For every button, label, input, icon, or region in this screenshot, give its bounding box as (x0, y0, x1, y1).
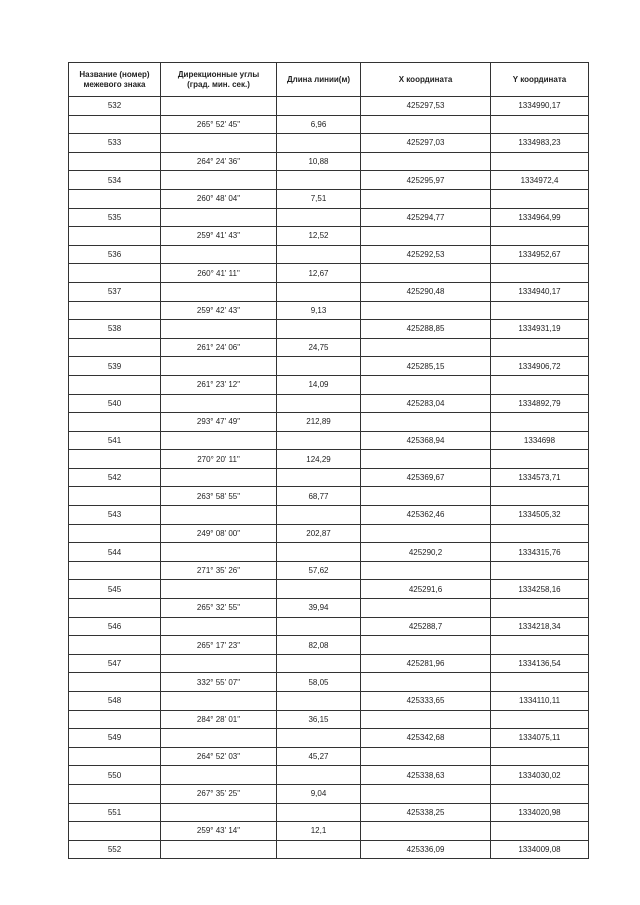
point-name-cell: 539 (69, 357, 161, 376)
point-name-cell: 543 (69, 506, 161, 525)
y-coordinate-cell: 1334940,17 (491, 282, 589, 301)
x-coordinate-cell: 425297,53 (361, 97, 491, 116)
x-coordinate-cell: 425288,7 (361, 617, 491, 636)
point-row (69, 134, 589, 153)
empty-cell (361, 450, 491, 469)
segment-row (69, 375, 589, 394)
empty-cell (491, 636, 589, 655)
y-coordinate-cell: 1334505,32 (491, 506, 589, 525)
point-row (69, 282, 589, 301)
direction-angle-cell: 332° 55' 07" (161, 673, 277, 692)
empty-cell (491, 599, 589, 618)
empty-cell (361, 487, 491, 506)
segment-row (69, 784, 589, 803)
empty-cell (69, 784, 161, 803)
empty-cell (491, 115, 589, 134)
empty-cell (361, 822, 491, 841)
point-row (69, 320, 589, 339)
y-coordinate-cell: 1334136,54 (491, 654, 589, 673)
x-coordinate-cell: 425294,77 (361, 208, 491, 227)
line-length-cell: 212,89 (277, 413, 361, 432)
point-name-cell: 550 (69, 766, 161, 785)
empty-cell (69, 710, 161, 729)
x-coordinate-cell: 425285,15 (361, 357, 491, 376)
empty-cell (491, 784, 589, 803)
direction-angle-cell: 270° 20' 11" (161, 450, 277, 469)
direction-angle-cell: 259° 41' 43" (161, 227, 277, 246)
empty-cell (361, 375, 491, 394)
empty-cell (491, 375, 589, 394)
x-coordinate-cell: 425338,25 (361, 803, 491, 822)
empty-cell (277, 766, 361, 785)
line-length-cell: 7,51 (277, 189, 361, 208)
empty-cell (161, 171, 277, 190)
empty-cell (277, 357, 361, 376)
segment-row (69, 673, 589, 692)
point-name-cell: 536 (69, 245, 161, 264)
point-row (69, 692, 589, 711)
empty-cell (69, 561, 161, 580)
empty-cell (69, 450, 161, 469)
header-y-coordinate: Y координата (491, 63, 589, 97)
point-name-cell: 532 (69, 97, 161, 116)
line-length-cell: 24,75 (277, 338, 361, 357)
empty-cell (161, 134, 277, 153)
empty-cell (361, 189, 491, 208)
x-coordinate-cell: 425297,03 (361, 134, 491, 153)
direction-angle-cell: 267° 35' 25" (161, 784, 277, 803)
segment-row (69, 710, 589, 729)
empty-cell (277, 506, 361, 525)
line-length-cell: 9,13 (277, 301, 361, 320)
y-coordinate-cell: 1334218,34 (491, 617, 589, 636)
point-row (69, 431, 589, 450)
direction-angle-cell: 264° 24' 36" (161, 152, 277, 171)
point-name-cell: 549 (69, 729, 161, 748)
empty-cell (277, 282, 361, 301)
header-direction-angle: Дирекционные углы (град. мин. сек.) (161, 63, 277, 97)
empty-cell (69, 227, 161, 246)
x-coordinate-cell: 425336,09 (361, 840, 491, 859)
x-coordinate-cell: 425368,94 (361, 431, 491, 450)
line-length-cell: 9,04 (277, 784, 361, 803)
empty-cell (69, 822, 161, 841)
empty-cell (161, 431, 277, 450)
empty-cell (277, 803, 361, 822)
y-coordinate-cell: 1334020,98 (491, 803, 589, 822)
empty-cell (277, 97, 361, 116)
y-coordinate-cell: 1334110,11 (491, 692, 589, 711)
segment-row (69, 636, 589, 655)
empty-cell (361, 264, 491, 283)
empty-cell (491, 264, 589, 283)
empty-cell (161, 245, 277, 264)
empty-cell (277, 208, 361, 227)
empty-cell (491, 487, 589, 506)
table-body (69, 97, 589, 859)
segment-row (69, 524, 589, 543)
y-coordinate-cell: 1334573,71 (491, 468, 589, 487)
segment-row (69, 487, 589, 506)
direction-angle-cell: 263° 58' 55" (161, 487, 277, 506)
point-name-cell: 540 (69, 394, 161, 413)
empty-cell (161, 654, 277, 673)
direction-angle-cell: 260° 41' 11" (161, 264, 277, 283)
y-coordinate-cell: 1334315,76 (491, 543, 589, 562)
empty-cell (277, 394, 361, 413)
segment-row (69, 301, 589, 320)
empty-cell (361, 152, 491, 171)
line-length-cell: 14,09 (277, 375, 361, 394)
line-length-cell: 10,88 (277, 152, 361, 171)
empty-cell (361, 710, 491, 729)
empty-cell (161, 208, 277, 227)
empty-cell (361, 673, 491, 692)
empty-cell (361, 227, 491, 246)
point-row (69, 729, 589, 748)
empty-cell (491, 822, 589, 841)
segment-row (69, 413, 589, 432)
point-name-cell: 541 (69, 431, 161, 450)
empty-cell (361, 561, 491, 580)
x-coordinate-cell: 425342,68 (361, 729, 491, 748)
empty-cell (69, 375, 161, 394)
empty-cell (161, 468, 277, 487)
empty-cell (69, 338, 161, 357)
empty-cell (161, 729, 277, 748)
x-coordinate-cell: 425362,46 (361, 506, 491, 525)
line-length-cell: 58,05 (277, 673, 361, 692)
point-row (69, 766, 589, 785)
empty-cell (69, 599, 161, 618)
empty-cell (69, 152, 161, 171)
empty-cell (161, 580, 277, 599)
point-name-cell: 537 (69, 282, 161, 301)
segment-row (69, 189, 589, 208)
point-name-cell: 545 (69, 580, 161, 599)
line-length-cell: 6,96 (277, 115, 361, 134)
empty-cell (277, 692, 361, 711)
direction-angle-cell: 261° 24' 06" (161, 338, 277, 357)
empty-cell (361, 599, 491, 618)
empty-cell (491, 338, 589, 357)
point-name-cell: 533 (69, 134, 161, 153)
empty-cell (277, 468, 361, 487)
empty-cell (161, 617, 277, 636)
point-row (69, 506, 589, 525)
direction-angle-cell: 260° 48' 04" (161, 189, 277, 208)
line-length-cell: 12,52 (277, 227, 361, 246)
empty-cell (161, 840, 277, 859)
empty-cell (69, 487, 161, 506)
point-row (69, 468, 589, 487)
point-name-cell: 552 (69, 840, 161, 859)
x-coordinate-cell: 425288,85 (361, 320, 491, 339)
empty-cell (361, 413, 491, 432)
empty-cell (491, 710, 589, 729)
coordinates-table (68, 62, 589, 859)
empty-cell (491, 152, 589, 171)
empty-cell (277, 729, 361, 748)
line-length-cell: 36,15 (277, 710, 361, 729)
empty-cell (491, 524, 589, 543)
empty-cell (69, 636, 161, 655)
y-coordinate-cell: 1334258,16 (491, 580, 589, 599)
point-row (69, 617, 589, 636)
header-x-coordinate: Х координата (361, 63, 491, 97)
empty-cell (491, 301, 589, 320)
empty-cell (361, 115, 491, 134)
line-length-cell: 57,62 (277, 561, 361, 580)
y-coordinate-cell: 1334931,19 (491, 320, 589, 339)
y-coordinate-cell: 1334906,72 (491, 357, 589, 376)
line-length-cell: 82,08 (277, 636, 361, 655)
header-line-length: Длина линии(м) (277, 63, 361, 97)
point-name-cell: 535 (69, 208, 161, 227)
direction-angle-cell: 284° 28' 01" (161, 710, 277, 729)
point-row (69, 357, 589, 376)
empty-cell (361, 636, 491, 655)
y-coordinate-cell: 1334075,11 (491, 729, 589, 748)
point-row (69, 840, 589, 859)
x-coordinate-cell: 425333,65 (361, 692, 491, 711)
y-coordinate-cell: 1334972,4 (491, 171, 589, 190)
empty-cell (361, 524, 491, 543)
segment-row (69, 115, 589, 134)
empty-cell (69, 189, 161, 208)
point-name-cell: 548 (69, 692, 161, 711)
y-coordinate-cell: 1334892,79 (491, 394, 589, 413)
point-row (69, 543, 589, 562)
point-row (69, 245, 589, 264)
empty-cell (277, 431, 361, 450)
segment-row (69, 152, 589, 171)
empty-cell (277, 654, 361, 673)
empty-cell (361, 301, 491, 320)
x-coordinate-cell: 425295,97 (361, 171, 491, 190)
point-row (69, 394, 589, 413)
segment-row (69, 264, 589, 283)
point-name-cell: 534 (69, 171, 161, 190)
point-name-cell: 551 (69, 803, 161, 822)
empty-cell (277, 840, 361, 859)
empty-cell (69, 301, 161, 320)
empty-cell (277, 617, 361, 636)
segment-row (69, 561, 589, 580)
empty-cell (361, 747, 491, 766)
line-length-cell: 202,87 (277, 524, 361, 543)
direction-angle-cell: 265° 52' 45" (161, 115, 277, 134)
segment-row (69, 822, 589, 841)
empty-cell (277, 134, 361, 153)
direction-angle-cell: 265° 32' 55" (161, 599, 277, 618)
empty-cell (491, 673, 589, 692)
segment-row (69, 747, 589, 766)
empty-cell (277, 171, 361, 190)
empty-cell (69, 524, 161, 543)
empty-cell (161, 506, 277, 525)
empty-cell (491, 450, 589, 469)
empty-cell (161, 282, 277, 301)
segment-row (69, 338, 589, 357)
empty-cell (361, 784, 491, 803)
point-row (69, 171, 589, 190)
direction-angle-cell: 249° 08' 00" (161, 524, 277, 543)
x-coordinate-cell: 425283,04 (361, 394, 491, 413)
empty-cell (491, 413, 589, 432)
empty-cell (161, 97, 277, 116)
empty-cell (277, 580, 361, 599)
direction-angle-cell: 265° 17' 23" (161, 636, 277, 655)
point-name-cell: 546 (69, 617, 161, 636)
y-coordinate-cell: 1334983,23 (491, 134, 589, 153)
empty-cell (491, 189, 589, 208)
x-coordinate-cell: 425281,96 (361, 654, 491, 673)
segment-row (69, 599, 589, 618)
line-length-cell: 12,67 (277, 264, 361, 283)
point-name-cell: 538 (69, 320, 161, 339)
line-length-cell: 68,77 (277, 487, 361, 506)
empty-cell (491, 227, 589, 246)
empty-cell (161, 692, 277, 711)
y-coordinate-cell: 1334952,67 (491, 245, 589, 264)
empty-cell (277, 320, 361, 339)
table-header-row (69, 63, 589, 97)
empty-cell (161, 320, 277, 339)
line-length-cell: 124,29 (277, 450, 361, 469)
line-length-cell: 39,94 (277, 599, 361, 618)
point-name-cell: 544 (69, 543, 161, 562)
x-coordinate-cell: 425369,67 (361, 468, 491, 487)
empty-cell (361, 338, 491, 357)
point-row (69, 654, 589, 673)
direction-angle-cell: 259° 43' 14" (161, 822, 277, 841)
empty-cell (277, 245, 361, 264)
x-coordinate-cell: 425338,63 (361, 766, 491, 785)
empty-cell (161, 803, 277, 822)
point-row (69, 803, 589, 822)
empty-cell (161, 394, 277, 413)
segment-row (69, 450, 589, 469)
empty-cell (161, 543, 277, 562)
point-name-cell: 542 (69, 468, 161, 487)
empty-cell (161, 766, 277, 785)
direction-angle-cell: 259° 42' 43" (161, 301, 277, 320)
empty-cell (491, 747, 589, 766)
empty-cell (491, 561, 589, 580)
y-coordinate-cell: 1334964,99 (491, 208, 589, 227)
empty-cell (69, 673, 161, 692)
line-length-cell: 12,1 (277, 822, 361, 841)
empty-cell (69, 747, 161, 766)
empty-cell (161, 357, 277, 376)
point-row (69, 208, 589, 227)
point-row (69, 580, 589, 599)
x-coordinate-cell: 425290,48 (361, 282, 491, 301)
direction-angle-cell: 264° 52' 03" (161, 747, 277, 766)
direction-angle-cell: 293° 47' 49" (161, 413, 277, 432)
y-coordinate-cell: 1334990,17 (491, 97, 589, 116)
y-coordinate-cell: 1334698 (491, 431, 589, 450)
x-coordinate-cell: 425290,2 (361, 543, 491, 562)
point-name-cell: 547 (69, 654, 161, 673)
y-coordinate-cell: 1334030,02 (491, 766, 589, 785)
empty-cell (69, 115, 161, 134)
empty-cell (69, 413, 161, 432)
segment-row (69, 227, 589, 246)
point-row (69, 97, 589, 116)
direction-angle-cell: 261° 23' 12" (161, 375, 277, 394)
line-length-cell: 45,27 (277, 747, 361, 766)
empty-cell (277, 543, 361, 562)
direction-angle-cell: 271° 35' 26" (161, 561, 277, 580)
y-coordinate-cell: 1334009,08 (491, 840, 589, 859)
x-coordinate-cell: 425292,53 (361, 245, 491, 264)
x-coordinate-cell: 425291,6 (361, 580, 491, 599)
header-point-name: Название (номер) межевого знака (69, 63, 161, 97)
empty-cell (69, 264, 161, 283)
